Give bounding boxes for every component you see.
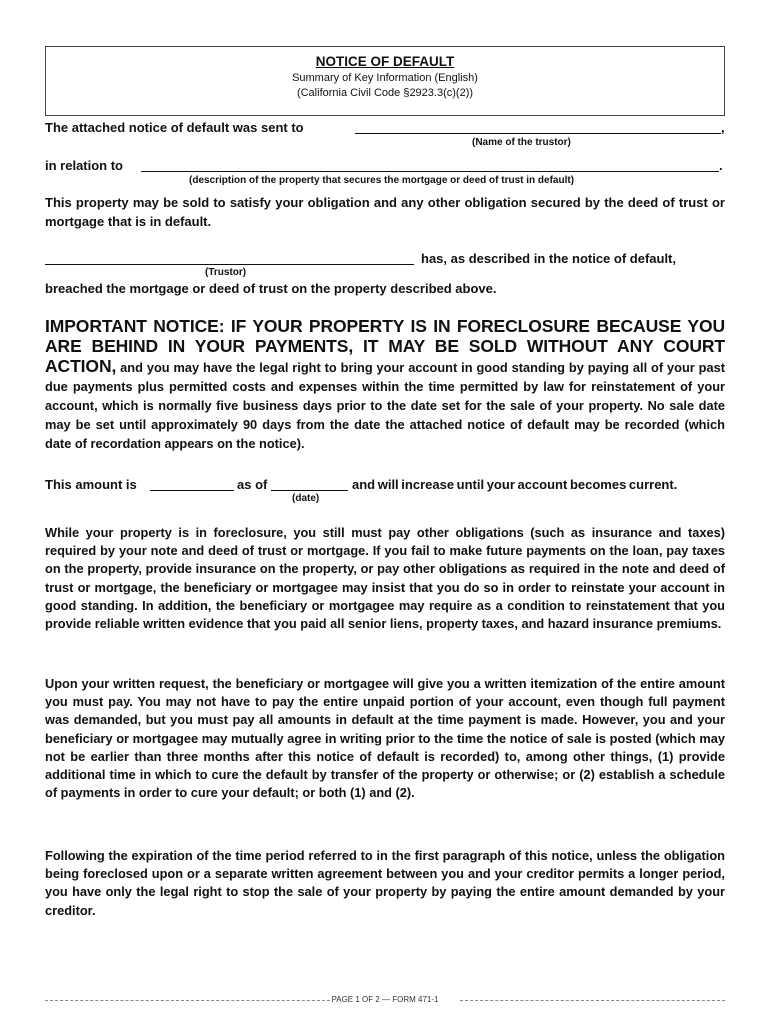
date-field[interactable] (271, 490, 348, 491)
obligations-paragraph: While your property is in foreclosure, you still must pay other obligations (such as insurance and taxes) required by your note and deed of trust or mortgage. If you fail to make future payments on the loan, pay taxes on the property, provide insurance on the property, or pay other obligations as required in the note and deed of trust or mortgage, the beneficiary or mortgagee may insist that you do so in order to reinstate your account in good standing. In addition, the beneficiary or mortgagee may require as a condition to reinstatement that you provide reliable written evidence that you paid all senior liens, property taxes, and hazard insurance premiums. (45, 525, 725, 632)
expiration-paragraph: Following the expiration of the time period referred to in the first paragraph of this notice, unless the obligation being foreclosed upon or a separate written agreement between you and your creditor permits a longer period, you have only the legal right to stop the sale of your property by paying the entire amount demanded by your creditor. (45, 848, 725, 918)
relation-label: in relation to (45, 158, 123, 173)
notice-subtitle: Summary of Key Information (English) (292, 72, 478, 84)
trustor-name-field[interactable] (355, 133, 721, 134)
itemization-paragraph: Upon your written request, the beneficiary or mortgagee will give you a written itemization of the entire amount you must pay. You may not have to pay the entire unpaid portion of your account, even though full payment was demanded, but you must pay all amounts in default at the time payment is made. However, you and your beneficiary or mortgagee may mutually agree in writing prior to the time the notice of sale is posted (which may not be earlier than three months after this notice of default is recorded) to, among other things, (1) provide additional time in which to cure the default by transfer of the property or otherwise; or (2) establish a schedule of payments in order to cure your default; or both (1) and (2). (45, 676, 725, 801)
amount-as-of: as of (237, 477, 268, 492)
breach-statement: breached the mortgage or deed of trust on the property described above. (45, 281, 497, 296)
page-footer (45, 995, 725, 1007)
trustor-caption: (Trustor) (205, 267, 247, 278)
property-sale-paragraph: This property may be sold to satisfy your obligation and any other obligation secured by the deed of trust or mortgage that is in default. (45, 195, 725, 229)
header-box (45, 46, 725, 116)
property-description-field[interactable] (141, 171, 719, 172)
trustor-name-caption: (Name of the trustor) (472, 137, 571, 148)
important-heading: IMPORTANT NOTICE: IF YOUR PROPERTY IS IN FORECLOSURE BECAUSE YOU ARE BEHIND IN YOUR PAYMENTS, IT MAY BE SOLD WITHOUT ANY COURT ACTION, (45, 316, 725, 376)
trustor-suffix: has, as described in the notice of default, (421, 251, 676, 266)
relation-period: . (719, 158, 723, 173)
property-description-caption: (description of the property that secures the mortgage or deed of trust in default) (189, 175, 575, 186)
notice-title: NOTICE OF DEFAULT (315, 54, 455, 69)
sent-to-comma: , (721, 120, 725, 135)
amount-suffix: and will increase until your account becomes current. (352, 477, 678, 492)
amount-field[interactable] (150, 490, 234, 491)
amount-prefix: This amount is (45, 477, 137, 492)
important-notice (45, 317, 725, 453)
date-caption: (date) (292, 493, 320, 504)
footer-rule-right (460, 1000, 725, 1001)
important-body: and you may have the legal right to bring your account in good standing by paying all of your past due payments plus permitted costs and expenses within the time permitted by law for reinstatement of your account, which is normally five business days prior to the date set for the sale of your property. No sale date may be set until approximately 90 days from the date the attached notice of default may be recorded (which date of recordation appears on the notice). (45, 360, 725, 451)
sent-to-label: The attached notice of default was sent to (45, 120, 304, 135)
trustor-field[interactable] (45, 264, 414, 265)
page-number: PAGE 1 OF 2 — FORM 471-1 (331, 995, 439, 1004)
civil-code-reference: (California Civil Code §2923.3(c)(2)) (296, 87, 474, 99)
